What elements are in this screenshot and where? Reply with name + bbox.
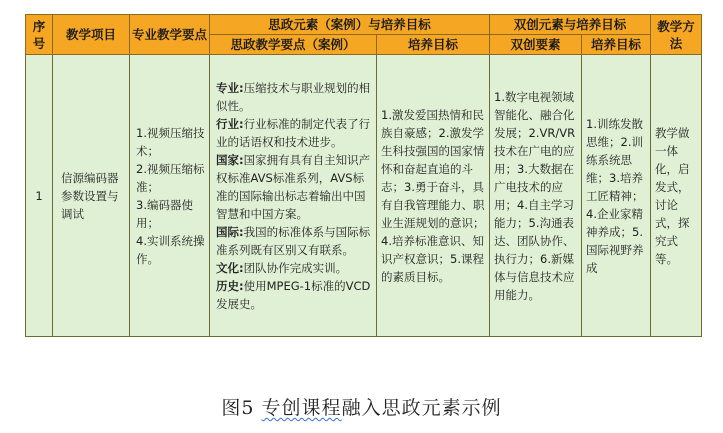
header-innovation-group: 双创元素与培养目标 (490, 15, 651, 35)
ideology-point-item: 文化:团队协作完成实训。 (216, 260, 348, 275)
ideology-point-item: 行业:行业标准的制定代表了行业的话语权和技术进步。 (216, 116, 371, 149)
key-point-item: 2.视频压缩标准； (136, 161, 205, 194)
ideology-point-item: 历史:使用MPEG-1标准的VCD发展史。 (216, 278, 371, 311)
header-ideology-points: 思政教学要点（案例） (210, 35, 377, 55)
header-ideology-goals: 培养目标 (377, 35, 490, 55)
cell-innovation-elements: 1.数字电视领域智能化、融合化发展；2.VR/VR技术在广电的应用；3.大数据在广电技术的应用；4.自主学习能力；5.沟通表达、团队协作、执行力；6.新媒体与信息技术应用能力。 (490, 55, 582, 337)
cell-project: 信源编码器参数设置与调试 (53, 55, 130, 337)
cell-ideology-points (210, 55, 377, 337)
key-point-item: 4.实训系统操作。 (136, 233, 205, 266)
header-no: 序号 (26, 15, 53, 55)
cell-ideology-goals: 1.激发爱国热情和民族自豪感；2.激发学生科技强国的国家情怀和奋起直追的斗志；3.勇于奋斗，具有自我管理能力、职业生涯规划的意识；4.培养标准意识、知识产权意识；5.课程的素质目标。 (377, 55, 490, 337)
key-point-item: 1.视频压缩技术； (136, 125, 205, 158)
key-point-item: 3.编码器使用； (136, 197, 193, 230)
course-table (25, 14, 702, 337)
header-ideology-group: 思政元素（案例）与培养目标 (210, 15, 490, 35)
cell-no: 1 (26, 55, 53, 337)
ideology-point-item: 国际:我国的标准体系与国际标准系列既有区别又有联系。 (216, 224, 371, 257)
header-project: 教学项目 (53, 15, 130, 55)
cell-method: 教学做一体化，启发式，讨论式，探究式等。 (651, 55, 702, 337)
header-method: 教学方法 (651, 15, 702, 55)
ideology-point-item: 专业:压缩技术与职业规划的相似性。 (216, 80, 371, 113)
cell-key-points (130, 55, 210, 337)
table-row (26, 55, 702, 337)
figure-caption: 图5 专创课程融入思政元素示例 (221, 397, 502, 419)
header-innovation-elements: 双创要素 (490, 35, 582, 55)
header-innovation-goals: 培养目标 (582, 35, 651, 55)
ideology-point-item: 国家:国家拥有具有自主知识产权标准AVS标准系列，AVS标准的国际输出标志着输出中国智慧和中国方案。 (216, 152, 371, 221)
cell-innovation-goals: 1.训练发散思维；2.训练系统思维；3.培养工匠精神；4.企业家精神养成；5.国际视野养成 (582, 55, 651, 337)
header-key-points: 专业教学要点 (130, 15, 210, 55)
